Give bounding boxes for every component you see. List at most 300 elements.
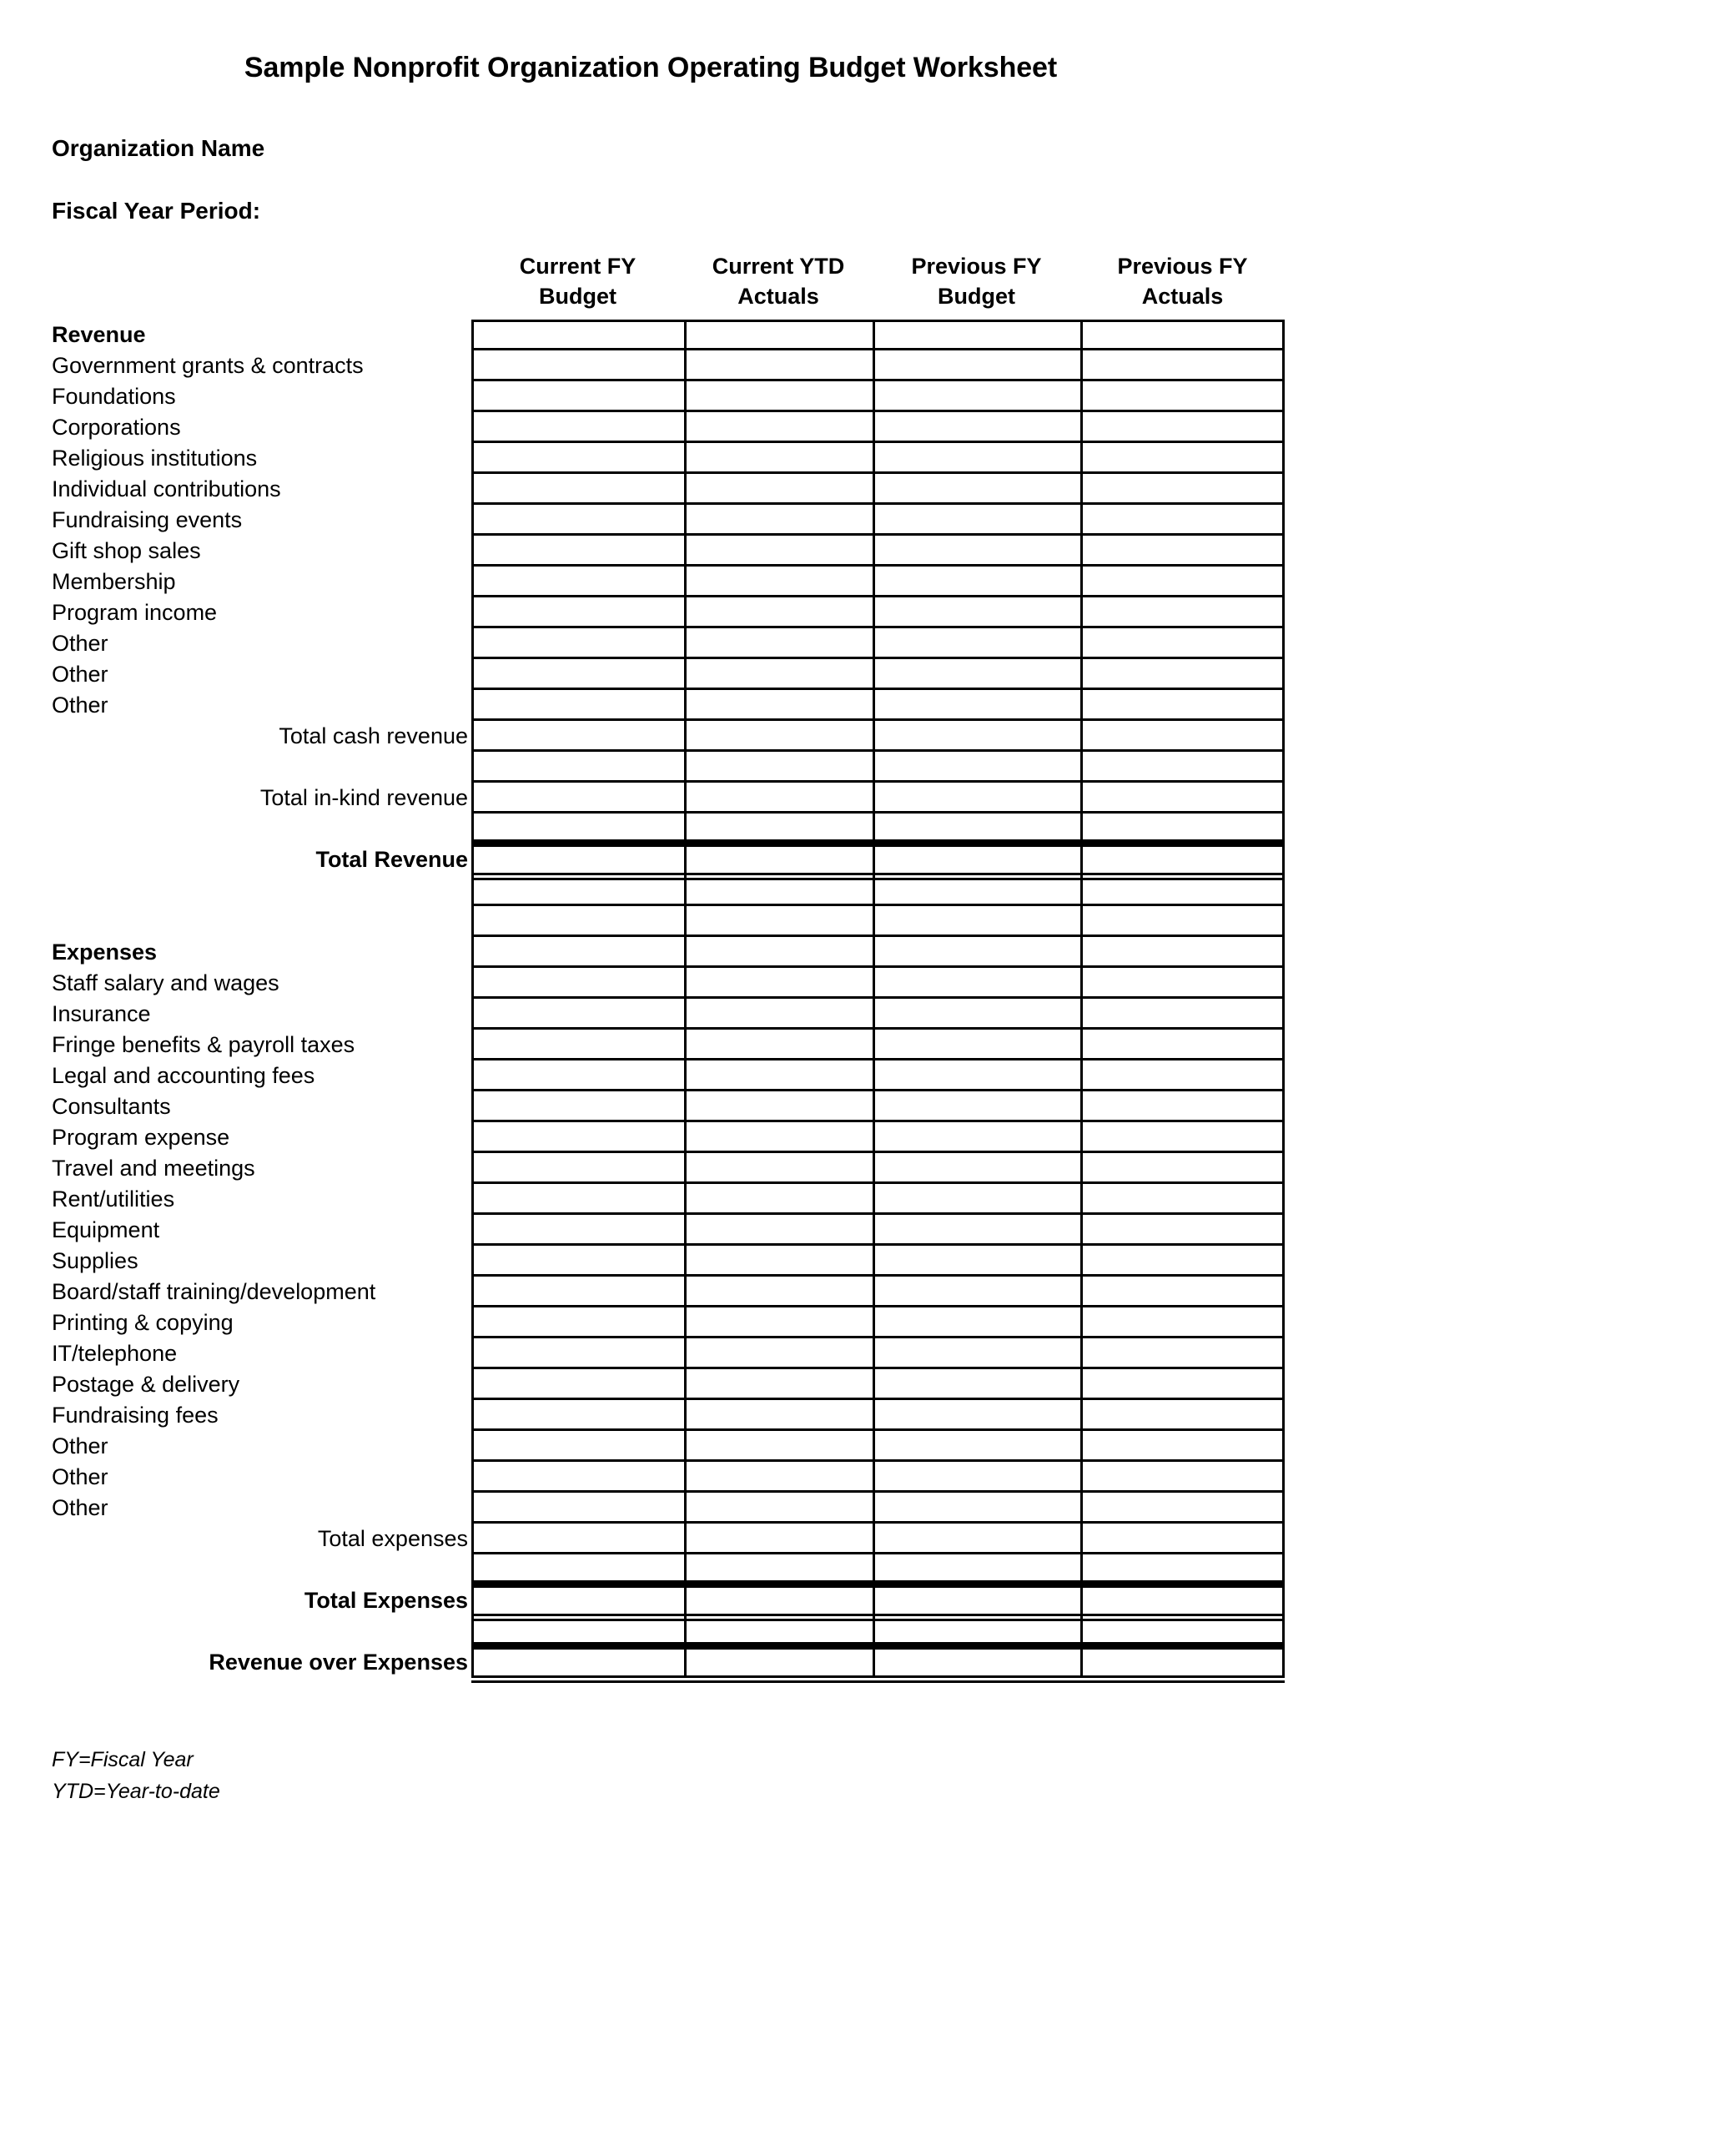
input-cell-col2[interactable]	[684, 1030, 873, 1060]
row-input-cells	[471, 1277, 1285, 1307]
column-header-line2: Actuals	[1141, 283, 1224, 309]
input-cell-col3[interactable]	[873, 628, 1080, 659]
input-cell-col1[interactable]	[471, 1400, 684, 1431]
spacer-row-4	[52, 906, 1285, 937]
row-input-cells	[471, 1400, 1285, 1431]
input-cell-col2[interactable]	[684, 1091, 873, 1122]
input-cell-col4[interactable]	[1080, 443, 1285, 474]
input-cell-col1[interactable]	[471, 690, 684, 721]
revenue-item-gift-shop-sales-6	[52, 536, 1285, 567]
input-cell-col3[interactable]	[873, 1215, 1080, 1246]
input-cell-col1[interactable]	[471, 968, 684, 999]
input-cell-col1[interactable]	[471, 721, 684, 752]
input-cell-col4[interactable]	[1080, 1400, 1285, 1431]
input-cell-col1[interactable]	[471, 1524, 684, 1554]
total-expenses-subtotal-row	[52, 1524, 1285, 1554]
input-cell-col1[interactable]	[471, 752, 684, 783]
expense-item-other-17	[52, 1493, 1285, 1524]
expense-item-board-staff-training-development-10-label: Board/staff training/development	[52, 1279, 376, 1304]
total-expenses-row-label: Total Expenses	[304, 1588, 468, 1613]
row-input-cells	[471, 1338, 1285, 1369]
input-cell-col3[interactable]	[873, 443, 1080, 474]
input-cell-col1[interactable]	[471, 412, 684, 443]
row-input-cells	[471, 1153, 1285, 1184]
input-cell-col1[interactable]	[471, 350, 684, 381]
revenue-item-individual-contributions-4-label: Individual contributions	[52, 476, 281, 501]
input-cell-col4[interactable]	[1080, 505, 1285, 536]
total-cash-revenue-row	[52, 721, 1285, 752]
spacer-row-5-label	[52, 1554, 471, 1585]
input-cell-col4[interactable]	[1080, 474, 1285, 505]
input-cell-col3[interactable]	[873, 536, 1080, 567]
expense-item-supplies-9	[52, 1246, 1285, 1277]
input-cell-col3[interactable]	[873, 1030, 1080, 1060]
input-cell-col3[interactable]	[873, 1524, 1080, 1554]
input-cell-col1[interactable]	[471, 1153, 684, 1184]
expense-item-postage-delivery-13	[52, 1369, 1285, 1400]
input-cell-col2[interactable]	[684, 999, 873, 1030]
total-expenses-subtotal-row-label: Total expenses	[317, 1526, 468, 1551]
row-input-cells	[471, 412, 1285, 443]
expense-item-other-17-label: Other	[52, 1495, 108, 1520]
expense-item-equipment-8	[52, 1215, 1285, 1246]
input-cell-col1[interactable]	[471, 1277, 684, 1307]
row-input-cells	[471, 1091, 1285, 1122]
input-cell-col2[interactable]	[684, 1277, 873, 1307]
total-inkind-revenue-row-label: Total in-kind revenue	[259, 785, 468, 810]
input-cell-col4[interactable]	[1080, 1030, 1285, 1060]
input-cell-col3[interactable]	[873, 505, 1080, 536]
revenue-item-corporations-2	[52, 412, 1285, 443]
input-cell-col1[interactable]	[471, 567, 684, 597]
section-header-revenue-label: Revenue	[52, 322, 146, 347]
spacer-row-6-label	[52, 1616, 471, 1647]
input-cell-col3[interactable]	[873, 721, 1080, 752]
input-cell-col3[interactable]	[873, 1647, 1080, 1678]
footnote-ytd: YTD=Year-to-date	[52, 1780, 220, 1803]
input-cell-col1[interactable]	[471, 1462, 684, 1493]
spacer-row-1-label	[52, 752, 471, 783]
input-cell-col4[interactable]	[1080, 536, 1285, 567]
revenue-item-fundraising-events-5	[52, 505, 1285, 536]
input-cell-col4[interactable]	[1080, 659, 1285, 690]
input-cell-col1[interactable]	[471, 875, 684, 906]
input-cell-col3[interactable]	[873, 1153, 1080, 1184]
input-cell-col4[interactable]	[1080, 1091, 1285, 1122]
input-cell-col2[interactable]	[684, 752, 873, 783]
input-cell-col3[interactable]	[873, 690, 1080, 721]
input-cell-col3[interactable]	[873, 875, 1080, 906]
input-cell-col2[interactable]	[684, 350, 873, 381]
revenue-item-religious-institutions-3-label: Religious institutions	[52, 446, 258, 471]
input-cell-col2[interactable]	[684, 1215, 873, 1246]
input-cell-col1[interactable]	[471, 659, 684, 690]
row-input-cells	[471, 1307, 1285, 1338]
input-cell-col3[interactable]	[873, 350, 1080, 381]
expense-item-other-16-label: Other	[52, 1464, 108, 1489]
expense-item-equipment-8-label: Equipment	[52, 1217, 160, 1242]
spacer-row-3-label	[52, 875, 471, 906]
row-input-cells	[471, 1585, 1285, 1616]
row-input-cells	[471, 1524, 1285, 1554]
expense-item-fringe-benefits-payroll-taxes-2-label: Fringe benefits & payroll taxes	[52, 1032, 355, 1057]
input-cell-col2[interactable]	[684, 690, 873, 721]
input-cell-col1[interactable]	[471, 597, 684, 628]
input-cell-col4[interactable]	[1080, 999, 1285, 1030]
input-cell-col3[interactable]	[873, 1369, 1080, 1400]
total-inkind-revenue-row	[52, 783, 1285, 814]
input-cell-col2[interactable]	[684, 783, 873, 814]
revenue-item-religious-institutions-3	[52, 443, 1285, 474]
revenue-item-other-11	[52, 690, 1285, 721]
row-input-cells	[471, 968, 1285, 999]
input-cell-col3[interactable]	[873, 1338, 1080, 1369]
input-cell-col3[interactable]	[873, 1277, 1080, 1307]
expense-item-postage-delivery-13-label: Postage & delivery	[52, 1372, 240, 1397]
input-cell-col3[interactable]	[873, 1307, 1080, 1338]
revenue-item-other-9	[52, 628, 1285, 659]
input-cell-col4[interactable]	[1080, 1215, 1285, 1246]
input-cell-col2[interactable]	[684, 1060, 873, 1091]
input-cell-col1[interactable]	[471, 999, 684, 1030]
column-header-line2: Budget	[539, 283, 616, 309]
input-cell-col2[interactable]	[684, 412, 873, 443]
total-cash-revenue-row-label: Total cash revenue	[279, 723, 468, 748]
column-headers	[471, 252, 1285, 311]
input-cell-col3[interactable]	[873, 567, 1080, 597]
row-input-cells	[471, 320, 1285, 350]
expense-item-fundraising-fees-14-label: Fundraising fees	[52, 1403, 219, 1428]
input-cell-col4[interactable]	[1080, 1369, 1285, 1400]
input-cell-col3[interactable]	[873, 1091, 1080, 1122]
revenue-item-gift-shop-sales-6-label: Gift shop sales	[52, 538, 201, 563]
input-cell-col4[interactable]	[1080, 381, 1285, 412]
expense-item-program-expense-5	[52, 1122, 1285, 1153]
input-cell-col4[interactable]	[1080, 350, 1285, 381]
input-cell-col3[interactable]	[873, 597, 1080, 628]
input-cell-col4[interactable]	[1080, 968, 1285, 999]
row-input-cells	[471, 597, 1285, 628]
input-cell-col2[interactable]	[684, 1184, 873, 1215]
expense-item-other-16	[52, 1462, 1285, 1493]
input-cell-col4[interactable]	[1080, 597, 1285, 628]
input-cell-col3[interactable]	[873, 1246, 1080, 1277]
row-input-cells	[471, 628, 1285, 659]
input-cell-col4[interactable]	[1080, 690, 1285, 721]
input-cell-col4[interactable]	[1080, 1462, 1285, 1493]
input-cell-col3[interactable]	[873, 1462, 1080, 1493]
expense-item-insurance-1	[52, 999, 1285, 1030]
revenue-item-other-9-label: Other	[52, 631, 108, 656]
column-header-line1: Current YTD	[712, 254, 845, 279]
expense-item-board-staff-training-development-10	[52, 1277, 1285, 1307]
page-title: Sample Nonprofit Organization Operating Budget Worksheet	[244, 52, 1058, 83]
row-input-cells	[471, 937, 1285, 968]
row-input-cells	[471, 1431, 1285, 1462]
input-cell-col4[interactable]	[1080, 567, 1285, 597]
column-header-previous-fy-budget	[873, 252, 1080, 311]
section-header-expenses	[52, 937, 1285, 968]
input-cell-col4[interactable]	[1080, 1246, 1285, 1277]
fiscal-year-period-label: Fiscal Year Period:	[52, 198, 261, 224]
expense-item-travel-and-meetings-6	[52, 1153, 1285, 1184]
spacer-row-4-label	[52, 906, 471, 937]
input-cell-col2[interactable]	[684, 1307, 873, 1338]
input-cell-col4[interactable]	[1080, 1524, 1285, 1554]
input-cell-col2[interactable]	[684, 628, 873, 659]
input-cell-col1[interactable]	[471, 381, 684, 412]
row-input-cells	[471, 999, 1285, 1030]
input-cell-col3[interactable]	[873, 1431, 1080, 1462]
row-input-cells	[471, 1060, 1285, 1091]
expense-item-rent-utilities-7	[52, 1184, 1285, 1215]
row-input-cells	[471, 659, 1285, 690]
input-cell-col2[interactable]	[684, 1369, 873, 1400]
row-input-cells	[471, 350, 1285, 381]
row-input-cells	[471, 875, 1285, 906]
input-cell-col2[interactable]	[684, 505, 873, 536]
input-cell-col2[interactable]	[684, 1431, 873, 1462]
row-input-cells	[471, 721, 1285, 752]
column-header-line1: Previous FY	[1117, 254, 1248, 279]
input-cell-col2[interactable]	[684, 320, 873, 350]
input-cell-col2[interactable]	[684, 937, 873, 968]
section-header-expenses-label: Expenses	[52, 940, 158, 965]
input-cell-col1[interactable]	[471, 628, 684, 659]
input-cell-col2[interactable]	[684, 1493, 873, 1524]
expense-item-printing-copying-11-label: Printing & copying	[52, 1310, 234, 1335]
input-cell-col3[interactable]	[873, 1122, 1080, 1153]
input-cell-col2[interactable]	[684, 844, 873, 875]
row-input-cells	[471, 381, 1285, 412]
input-cell-col2[interactable]	[684, 381, 873, 412]
input-cell-col4[interactable]	[1080, 906, 1285, 937]
input-cell-col3[interactable]	[873, 381, 1080, 412]
input-cell-col4[interactable]	[1080, 1647, 1285, 1678]
input-cell-col4[interactable]	[1080, 1493, 1285, 1524]
revenue-item-government-grants-contracts-0	[52, 350, 1285, 381]
input-cell-col3[interactable]	[873, 320, 1080, 350]
revenue-item-other-10	[52, 659, 1285, 690]
input-cell-col4[interactable]	[1080, 1307, 1285, 1338]
column-header-line2: Budget	[938, 283, 1015, 309]
row-input-cells	[471, 844, 1285, 875]
footnote-fy: FY=Fiscal Year	[52, 1748, 194, 1771]
input-cell-col2[interactable]	[684, 659, 873, 690]
input-cell-col4[interactable]	[1080, 721, 1285, 752]
column-header-line2: Actuals	[737, 283, 819, 309]
input-cell-col1[interactable]	[471, 320, 684, 350]
input-cell-col4[interactable]	[1080, 937, 1285, 968]
revenue-item-corporations-2-label: Corporations	[52, 415, 181, 440]
row-input-cells	[471, 1462, 1285, 1493]
input-cell-col4[interactable]	[1080, 1153, 1285, 1184]
total-revenue-row-label: Total Revenue	[315, 847, 468, 872]
input-cell-col4[interactable]	[1080, 783, 1285, 814]
input-cell-col2[interactable]	[684, 1524, 873, 1554]
input-cell-col1[interactable]	[471, 1585, 684, 1616]
input-cell-col2[interactable]	[684, 1585, 873, 1616]
expense-item-staff-salary-and-wages-0-label: Staff salary and wages	[52, 970, 279, 995]
row-input-cells	[471, 474, 1285, 505]
expense-item-legal-and-accounting-fees-3	[52, 1060, 1285, 1091]
revenue-item-membership-7	[52, 567, 1285, 597]
row-input-cells	[471, 1184, 1285, 1215]
input-cell-col2[interactable]	[684, 875, 873, 906]
expense-item-travel-and-meetings-6-label: Travel and meetings	[52, 1156, 255, 1181]
input-cell-col1[interactable]	[471, 1369, 684, 1400]
input-cell-col1[interactable]	[471, 1184, 684, 1215]
input-cell-col3[interactable]	[873, 1060, 1080, 1091]
input-cell-col4[interactable]	[1080, 844, 1285, 875]
revenue-item-fundraising-events-5-label: Fundraising events	[52, 507, 243, 532]
row-input-cells	[471, 567, 1285, 597]
revenue-item-government-grants-contracts-0-label: Government grants & contracts	[52, 353, 364, 378]
input-cell-col2[interactable]	[684, 906, 873, 937]
input-cell-col4[interactable]	[1080, 628, 1285, 659]
organization-name-label: Organization Name	[52, 135, 265, 161]
revenue-item-membership-7-label: Membership	[52, 569, 176, 594]
row-input-cells	[471, 1246, 1285, 1277]
total-expenses-row	[52, 1585, 1285, 1616]
revenue-over-expenses-row-label: Revenue over Expenses	[209, 1650, 468, 1675]
input-cell-col2[interactable]	[684, 1122, 873, 1153]
input-cell-col3[interactable]	[873, 844, 1080, 875]
input-cell-col1[interactable]	[471, 505, 684, 536]
row-input-cells	[471, 1493, 1285, 1524]
expense-item-printing-copying-11	[52, 1307, 1285, 1338]
input-cell-col1[interactable]	[471, 783, 684, 814]
row-input-cells	[471, 536, 1285, 567]
input-cell-col4[interactable]	[1080, 1184, 1285, 1215]
input-cell-col4[interactable]	[1080, 320, 1285, 350]
expense-item-consultants-4-label: Consultants	[52, 1094, 171, 1119]
input-cell-col3[interactable]	[873, 659, 1080, 690]
revenue-item-other-11-label: Other	[52, 693, 108, 718]
input-cell-col4[interactable]	[1080, 1122, 1285, 1153]
input-cell-col4[interactable]	[1080, 1431, 1285, 1462]
row-input-cells	[471, 443, 1285, 474]
input-cell-col2[interactable]	[684, 1647, 873, 1678]
row-input-cells	[471, 690, 1285, 721]
revenue-item-foundations-1	[52, 381, 1285, 412]
input-cell-col1[interactable]	[471, 1215, 684, 1246]
input-cell-col2[interactable]	[684, 1153, 873, 1184]
input-cell-col3[interactable]	[873, 783, 1080, 814]
column-header-previous-fy-actuals	[1080, 252, 1285, 311]
input-cell-col2[interactable]	[684, 1462, 873, 1493]
column-header-line1: Previous FY	[911, 254, 1042, 279]
expense-item-supplies-9-label: Supplies	[52, 1248, 138, 1273]
expense-item-other-15-label: Other	[52, 1433, 108, 1458]
input-cell-col1[interactable]	[471, 1246, 684, 1277]
input-cell-col1[interactable]	[471, 1338, 684, 1369]
input-cell-col1[interactable]	[471, 443, 684, 474]
column-header-current-fy-budget	[471, 252, 684, 311]
input-cell-col4[interactable]	[1080, 1338, 1285, 1369]
column-header-line1: Current FY	[519, 254, 637, 279]
input-cell-col4[interactable]	[1080, 412, 1285, 443]
input-cell-col1[interactable]	[471, 1060, 684, 1091]
input-cell-col1[interactable]	[471, 1091, 684, 1122]
input-cell-col4[interactable]	[1080, 752, 1285, 783]
input-cell-col1[interactable]	[471, 1647, 684, 1678]
expense-item-it-telephone-12-label: IT/telephone	[52, 1341, 178, 1366]
input-cell-col2[interactable]	[684, 597, 873, 628]
input-cell-col2[interactable]	[684, 1400, 873, 1431]
column-header-current-ytd-actuals	[684, 252, 873, 311]
input-cell-col2[interactable]	[684, 1338, 873, 1369]
row-input-cells	[471, 783, 1285, 814]
input-cell-col1[interactable]	[471, 536, 684, 567]
input-cell-col3[interactable]	[873, 752, 1080, 783]
input-cell-col1[interactable]	[471, 1122, 684, 1153]
input-cell-col3[interactable]	[873, 1585, 1080, 1616]
input-cell-col3[interactable]	[873, 1184, 1080, 1215]
expense-item-fundraising-fees-14	[52, 1400, 1285, 1431]
revenue-item-foundations-1-label: Foundations	[52, 384, 176, 409]
input-cell-col2[interactable]	[684, 721, 873, 752]
expense-item-program-expense-5-label: Program expense	[52, 1125, 230, 1150]
input-cell-col3[interactable]	[873, 1493, 1080, 1524]
input-cell-col4[interactable]	[1080, 1060, 1285, 1091]
revenue-item-individual-contributions-4	[52, 474, 1285, 505]
revenue-item-other-10-label: Other	[52, 662, 108, 687]
input-cell-col3[interactable]	[873, 474, 1080, 505]
input-cell-col2[interactable]	[684, 968, 873, 999]
input-cell-col3[interactable]	[873, 412, 1080, 443]
input-cell-col2[interactable]	[684, 443, 873, 474]
input-cell-col1[interactable]	[471, 474, 684, 505]
row-input-cells	[471, 906, 1285, 937]
input-cell-col1[interactable]	[471, 1431, 684, 1462]
input-cell-col1[interactable]	[471, 1030, 684, 1060]
spacer-row-3	[52, 875, 1285, 906]
footnotes	[52, 1744, 220, 1807]
input-cell-col3[interactable]	[873, 937, 1080, 968]
revenue-item-program-income-8	[52, 597, 1285, 628]
input-cell-col4[interactable]	[1080, 1585, 1285, 1616]
input-cell-col1[interactable]	[471, 844, 684, 875]
input-cell-col3[interactable]	[873, 999, 1080, 1030]
expense-item-it-telephone-12	[52, 1338, 1285, 1369]
row-input-cells	[471, 1215, 1285, 1246]
input-cell-col1[interactable]	[471, 937, 684, 968]
expense-item-consultants-4	[52, 1091, 1285, 1122]
row-input-cells	[471, 1369, 1285, 1400]
input-cell-col3[interactable]	[873, 906, 1080, 937]
spacer-row-2-label	[52, 814, 471, 844]
input-cell-col2[interactable]	[684, 1246, 873, 1277]
row-input-cells	[471, 1030, 1285, 1060]
input-cell-col1[interactable]	[471, 906, 684, 937]
input-cell-col1[interactable]	[471, 1493, 684, 1524]
input-cell-col4[interactable]	[1080, 1277, 1285, 1307]
input-cell-col3[interactable]	[873, 968, 1080, 999]
row-input-cells	[471, 1647, 1285, 1678]
revenue-item-program-income-8-label: Program income	[52, 600, 218, 625]
worksheet-grid	[52, 320, 1285, 1678]
expense-item-legal-and-accounting-fees-3-label: Legal and accounting fees	[52, 1063, 315, 1088]
input-cell-col2[interactable]	[684, 474, 873, 505]
input-cell-col4[interactable]	[1080, 875, 1285, 906]
expense-item-other-15	[52, 1431, 1285, 1462]
input-cell-col1[interactable]	[471, 1307, 684, 1338]
input-cell-col3[interactable]	[873, 1400, 1080, 1431]
input-cell-col2[interactable]	[684, 536, 873, 567]
input-cell-col2[interactable]	[684, 567, 873, 597]
row-input-cells	[471, 752, 1285, 783]
